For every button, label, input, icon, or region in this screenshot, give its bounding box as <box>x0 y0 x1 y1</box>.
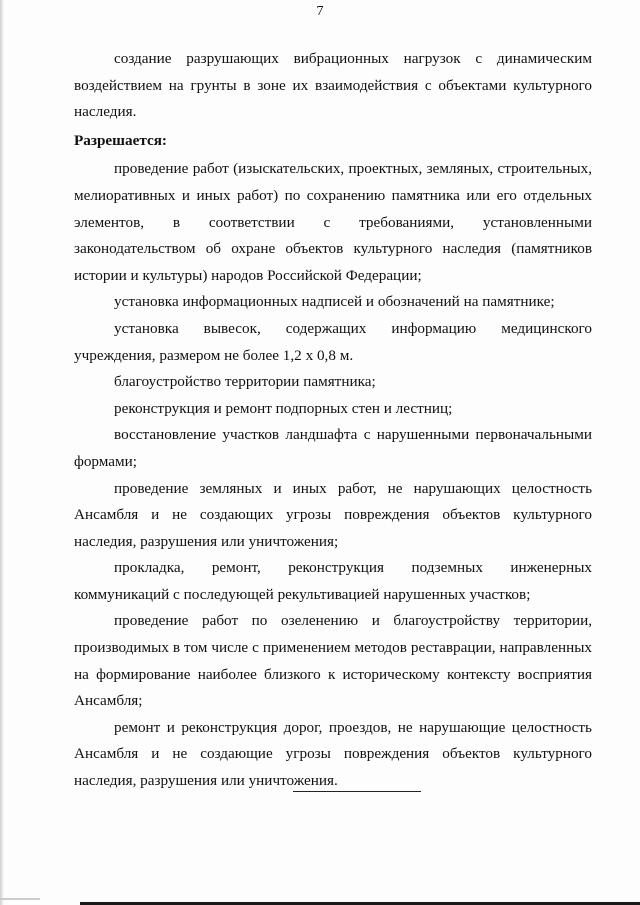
paragraph-preservation-works: проведение работ (изыскательских, проектных, земляных, строительных, мелиоративных и иных работ) по сохранению памятника или его отдельных элементов, в соответствии с требованиями, установленными законодательством об охране объектов культурного наследия (памятников истории и культуры) народов Российской Федерации; <box>74 160 592 284</box>
paragraph-roads: ремонт и реконструкция дорог, проездов, не нарушающие целостность Ансамбля и не создающие угрозы повреждения объектов культурного наследия, разрушения или уничтожения. <box>74 718 592 790</box>
paragraph-info-signs: установка информационных надписей и обозначений на памятнике; <box>114 293 555 311</box>
end-of-text-rule <box>293 791 421 792</box>
paragraph-greening: проведение работ по озеленению и благоустройству территории, производимых в том числе с применением методов реставрации, направленных на формирование наиболее близкого к историческому контексту восприятия Ансамбля; <box>74 612 592 710</box>
scan-bottom-left-mark <box>0 898 40 900</box>
page-number: 7 <box>316 4 324 19</box>
paragraph-medical-signboards: установка вывесок, содержащих информацию медицинского учреждения, размером не более 1,2 х 0,8 м. <box>74 319 592 364</box>
paragraph-landscaping: благоустройство территории памятника; <box>114 373 376 391</box>
document-body <box>74 46 592 795</box>
section-heading-allowed: Разрешается: <box>74 131 167 149</box>
paragraph-landscape-restoration: восстановление участков ландшафта с нарушенными первоначальными формами; <box>74 426 592 470</box>
paragraph-vibration-loads: создание разрушающих вибрационных нагрузок с динамическим воздействием на грунты в зоне их взаимодействия с объектами культурного наследия. <box>74 50 592 121</box>
paragraph-earthworks: проведение земляных и иных работ, не нарушающих целостность Ансамбля и не создающих угрозы повреждения объектов культурного наследия, разрушения или уничтожения; <box>74 479 592 550</box>
paragraph-retaining-walls: реконструкция и ремонт подпорных стен и лестниц; <box>114 399 453 417</box>
paragraph-utilities: прокладка, ремонт, реконструкция подземных инженерных коммуникаций с последующей рекультивацией нарушенных участков; <box>74 559 592 603</box>
scan-left-edge <box>0 0 4 905</box>
